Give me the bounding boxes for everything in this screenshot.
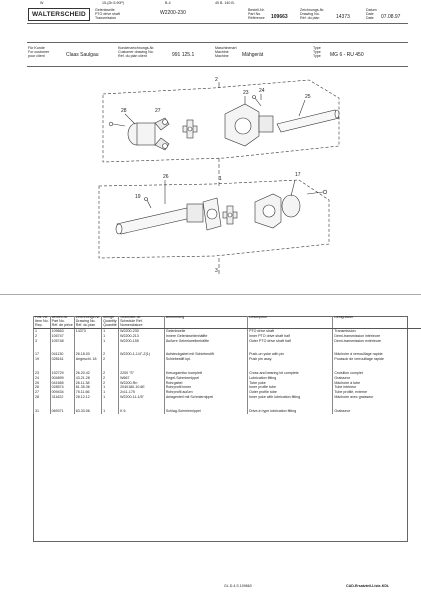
cell-item-no: 23 bbox=[34, 371, 51, 376]
cell-item-no: 27 bbox=[34, 390, 51, 395]
cell-description: Inner profile tube bbox=[248, 385, 333, 390]
cell-schedule-ref: W2200-11-1/5" bbox=[119, 395, 165, 400]
cell-item-no: 2 bbox=[34, 334, 51, 339]
cell-schedule-ref: W2200-1-1/4"-Z(1) bbox=[119, 352, 165, 357]
cell-schedule-ref bbox=[119, 400, 165, 409]
footer-title: CAD-Ersatzteil-Liste-KDL bbox=[346, 584, 390, 588]
cell-designation bbox=[333, 362, 421, 371]
cell-description: Tube yoke bbox=[248, 381, 333, 386]
header-label-type: Type Type Type bbox=[313, 46, 321, 58]
cell-part-no: 105747 bbox=[50, 334, 74, 339]
header-rule-3 bbox=[27, 66, 408, 67]
cell-quantity: 1 bbox=[102, 339, 119, 344]
header-label-customer-drawing: Kundenzeichnungs-Nr. Customer drawing No. Réf. du plan client bbox=[118, 46, 155, 58]
cell-quantity bbox=[102, 343, 119, 352]
cell-quantity: 1 bbox=[102, 409, 119, 414]
cell-part-no bbox=[50, 362, 74, 371]
top-strip-code-4: 45 B. 140 B. bbox=[215, 1, 235, 5]
cell-drawing-no: 28.12.12 bbox=[74, 395, 101, 400]
header-rule-1 bbox=[27, 23, 408, 24]
header-value-shaft: W2200-230 bbox=[160, 10, 186, 16]
header-label-date: Datum Date Date bbox=[366, 8, 377, 20]
cell-description: Push-on yoke with pin bbox=[248, 352, 333, 357]
callout-3: 3 bbox=[215, 268, 218, 274]
callout-28: 28 bbox=[121, 108, 127, 114]
col-header-description: Description bbox=[248, 316, 333, 329]
cell-designation: Transmission bbox=[333, 329, 421, 334]
callout-27: 27 bbox=[155, 108, 161, 114]
profile-tube-top bbox=[277, 110, 339, 132]
cell-quantity: 1 bbox=[102, 385, 119, 390]
header-label-drawing: Zeichnungs-Nr. Drawing No. Réf. du plan bbox=[300, 8, 325, 20]
cell-description: Outer PTO drive shaft half bbox=[248, 339, 333, 344]
header-value-customer-drawing: 991 125.1 bbox=[172, 52, 195, 58]
top-strip-code-3: B-4 bbox=[165, 1, 171, 5]
cell-item-no: 3 bbox=[34, 339, 51, 344]
cell-designation: Poussoir de verrouillage rapide bbox=[333, 357, 421, 362]
cell-part-no: 028574 bbox=[50, 385, 74, 390]
cell-schedule-ref: W2200-213 bbox=[119, 334, 165, 339]
cell-description: Drive-in type lubrication fitting bbox=[248, 409, 333, 414]
cell-designation bbox=[333, 343, 421, 352]
cell-quantity: 2 bbox=[102, 376, 119, 381]
cell-schedule-ref: 2x11-175 bbox=[119, 390, 165, 395]
callout-23: 23 bbox=[243, 90, 249, 96]
cell-schedule-ref: 2200 "S" bbox=[119, 371, 165, 376]
callout-17: 17 bbox=[295, 172, 301, 178]
cell-description: Lubrication fitting bbox=[248, 376, 333, 381]
profile-tube-bottom bbox=[116, 204, 203, 234]
cell-quantity: 1 bbox=[102, 329, 119, 334]
callout-26: 26 bbox=[163, 174, 169, 180]
cell-benennung: Schlag-Schmiernippel bbox=[164, 409, 247, 414]
cell-part-no: 109663 bbox=[50, 329, 74, 334]
cell-schedule-ref: W2200-155 bbox=[119, 339, 165, 344]
cell-drawing-no: 75.11.66 bbox=[74, 390, 101, 395]
cell-drawing-no: 43.21.28 bbox=[74, 376, 101, 381]
cell-designation: Mâchoire à tube bbox=[333, 381, 421, 386]
footer-code: GL.D.4.S.109663 bbox=[224, 584, 252, 588]
push-on-yoke-bottom bbox=[255, 194, 300, 228]
top-strip-code-2: 15-(2b 5.90P) bbox=[102, 1, 124, 5]
tube-yoke-bottom bbox=[203, 198, 221, 230]
cell-quantity bbox=[102, 400, 119, 409]
table-header-row bbox=[34, 316, 421, 329]
cell-description: Outer profile tube bbox=[248, 390, 333, 395]
cell-item-no: 24 bbox=[34, 376, 51, 381]
brand-logo: WALTERSCHEID bbox=[28, 8, 90, 21]
cell-part-no: 028161 bbox=[50, 357, 74, 362]
cell-part-no: 004899 bbox=[50, 376, 74, 381]
cell-description: Inner PTO drive shaft half bbox=[248, 334, 333, 339]
cell-part-no: 009434 bbox=[50, 390, 74, 395]
top-strip-code-1: W bbox=[40, 1, 44, 5]
cell-benennung bbox=[164, 343, 247, 352]
cell-part-no: 152729 bbox=[50, 371, 74, 376]
header-value-customer: Claas Saulgau bbox=[66, 52, 99, 58]
cell-schedule-ref bbox=[119, 362, 165, 371]
cell-item-no: 19 bbox=[34, 357, 51, 362]
header-label-machine: Maschinenart Machine Machine bbox=[215, 46, 237, 58]
header-value-part: 109663 bbox=[271, 14, 288, 20]
inner-yoke-top bbox=[225, 104, 273, 146]
cell-designation: Croisillon complet bbox=[333, 371, 421, 376]
cell-quantity bbox=[102, 362, 119, 371]
cell-benennung: Rohrprofil innen bbox=[164, 385, 247, 390]
cell-quantity: 2 bbox=[102, 352, 119, 357]
cell-benennung: Rohrgabel bbox=[164, 381, 247, 386]
cell-drawing-no: 26.11.38 bbox=[74, 381, 101, 386]
cell-schedule-ref bbox=[119, 343, 165, 352]
cell-benennung bbox=[164, 362, 247, 371]
callout-19: 19 bbox=[135, 194, 141, 200]
cell-description: Cross and bearing kit complete bbox=[248, 371, 333, 376]
cell-item-no: 1 bbox=[34, 329, 51, 334]
cell-designation: Graisseur bbox=[333, 376, 421, 381]
cell-drawing-no: 26.20.42 bbox=[74, 371, 101, 376]
callout-1: 1 bbox=[219, 176, 222, 182]
cell-schedule-ref: 2040180-10.6E bbox=[119, 385, 165, 390]
header-label-shaft: Gelenkwelle PTO drive shaft Transmission bbox=[95, 8, 120, 20]
push-pin-top bbox=[113, 124, 125, 126]
cell-quantity: 2 bbox=[102, 381, 119, 386]
cell-schedule-ref: W667 bbox=[119, 376, 165, 381]
cell-benennung: Äußere Gelenkwellenhälfte bbox=[164, 339, 247, 344]
cell-quantity: 1 bbox=[102, 334, 119, 339]
cell-designation: Mâchoire avec graisseur bbox=[333, 395, 421, 400]
cell-designation bbox=[333, 400, 421, 409]
cell-part-no: 069371 bbox=[50, 409, 74, 414]
cell-quantity: 2 bbox=[102, 357, 119, 362]
cell-drawing-no bbox=[74, 400, 101, 409]
lube-fitting-top bbox=[255, 98, 261, 106]
cell-drawing-no: Angeschl. 18 bbox=[74, 357, 101, 362]
cell-quantity: 1 bbox=[102, 390, 119, 395]
cell-quantity: 1 bbox=[102, 395, 119, 400]
table-row bbox=[34, 400, 421, 409]
cell-benennung: Innere Gelenkwellenhälfte bbox=[164, 334, 247, 339]
cell-quantity: 2 bbox=[102, 371, 119, 376]
header-value-type: MG 6 - RU 450 bbox=[330, 52, 364, 58]
cell-drawing-no: 63.33.06 bbox=[74, 409, 101, 414]
cell-drawing-no: 14373 bbox=[74, 329, 101, 334]
cell-drawing-no bbox=[74, 362, 101, 371]
cell-description bbox=[248, 400, 333, 409]
cell-item-no: 17 bbox=[34, 352, 51, 357]
cell-item-no: 28 bbox=[34, 395, 51, 400]
col-header-benennung: Benennung bbox=[164, 316, 247, 329]
col-header-quantity: Menge Quantity Quantité bbox=[103, 316, 117, 327]
cell-part-no bbox=[50, 343, 74, 352]
exploded-drawing bbox=[95, 76, 345, 281]
callout-24: 24 bbox=[259, 88, 265, 94]
cell-part-no bbox=[50, 400, 74, 409]
header-rule-2 bbox=[27, 42, 408, 43]
cell-drawing-no: 26.18.00 bbox=[74, 352, 101, 357]
section-divider bbox=[0, 294, 421, 295]
cell-benennung: Kreuzgarnitur komplett bbox=[164, 371, 247, 376]
cell-part-no: 041665 bbox=[50, 381, 74, 386]
cell-schedule-ref: K 6 bbox=[119, 409, 165, 414]
parts-table bbox=[33, 316, 421, 414]
header-value-drawing: 14373 bbox=[336, 14, 350, 20]
cell-designation: Mâchoire à verrouillage rapide bbox=[333, 352, 421, 357]
col-header-designation: Désignation bbox=[333, 316, 421, 329]
cell-item-no bbox=[34, 362, 51, 371]
table-row bbox=[34, 343, 421, 352]
cell-drawing-no: 61.35.36 bbox=[74, 385, 101, 390]
header-label-part: Bestell-Nr. Part No. Référence bbox=[248, 8, 265, 20]
table-row bbox=[34, 409, 421, 414]
cell-description bbox=[248, 343, 333, 352]
header-label-customer: Für Kunde For customer pour client bbox=[28, 46, 50, 58]
col-header-schedule: Stückliste-Nr. Schedule Ref. Nomenclature bbox=[119, 316, 165, 329]
col-header-item: Pos.-Nr. Item No. Rep. bbox=[35, 316, 49, 327]
col-header-drawing-no: Zeichnungs-Nr. Drawing No. Réf. du plan bbox=[75, 316, 101, 327]
cell-description: PTO drive shaft bbox=[248, 329, 333, 334]
header-value-date: 07.08.97 bbox=[381, 14, 401, 20]
cell-description: Inner yoke with lubrication fitting bbox=[248, 395, 333, 400]
cell-part-no: 041130 bbox=[50, 352, 74, 357]
cell-schedule-ref: W2200-Rn bbox=[119, 381, 165, 386]
cell-benennung: Kegel-Schmiernippel bbox=[164, 376, 247, 381]
cross-kit-bottom bbox=[223, 206, 237, 224]
callout-25: 25 bbox=[305, 94, 311, 100]
cell-designation: Graisseur bbox=[333, 409, 421, 414]
cell-drawing-no bbox=[74, 343, 101, 352]
cell-benennung: Schiebestift kpl. bbox=[164, 357, 247, 362]
cell-designation: Demi-transmission extérieure bbox=[333, 339, 421, 344]
cell-part-no: 311622 bbox=[50, 395, 74, 400]
callout-2: 2 bbox=[215, 77, 218, 83]
cell-item-no: 31 bbox=[34, 409, 51, 414]
cross-kit-top bbox=[183, 120, 197, 138]
cell-benennung: Gelenkwelle bbox=[164, 329, 247, 334]
cell-benennung: Aufsteckgabel mit Schiebestift bbox=[164, 352, 247, 357]
cell-part-no: 105748 bbox=[50, 339, 74, 344]
table-row bbox=[34, 362, 421, 371]
cell-item-no bbox=[34, 343, 51, 352]
cell-schedule-ref: W2200-230 bbox=[119, 329, 165, 334]
cell-item-no: 25 bbox=[34, 381, 51, 386]
header-value-machine: Mähgerät bbox=[242, 52, 264, 58]
cell-designation: Tube profilé, externe bbox=[333, 390, 421, 395]
cell-benennung: Rohrprofil außen bbox=[164, 390, 247, 395]
cell-benennung bbox=[164, 400, 247, 409]
cell-item-no bbox=[34, 400, 51, 409]
col-header-part-no: Bestell-Nr. Part No. Réf. de pièce bbox=[51, 316, 73, 327]
cell-designation: Tube intérieur bbox=[333, 385, 421, 390]
cell-benennung: Anlagenteil mit Schmiernippel bbox=[164, 395, 247, 400]
cell-item-no: 26 bbox=[34, 385, 51, 390]
cell-description: Push pin assy. bbox=[248, 357, 333, 362]
cell-designation: Demi-transmission intérieure bbox=[333, 334, 421, 339]
cell-description bbox=[248, 362, 333, 371]
